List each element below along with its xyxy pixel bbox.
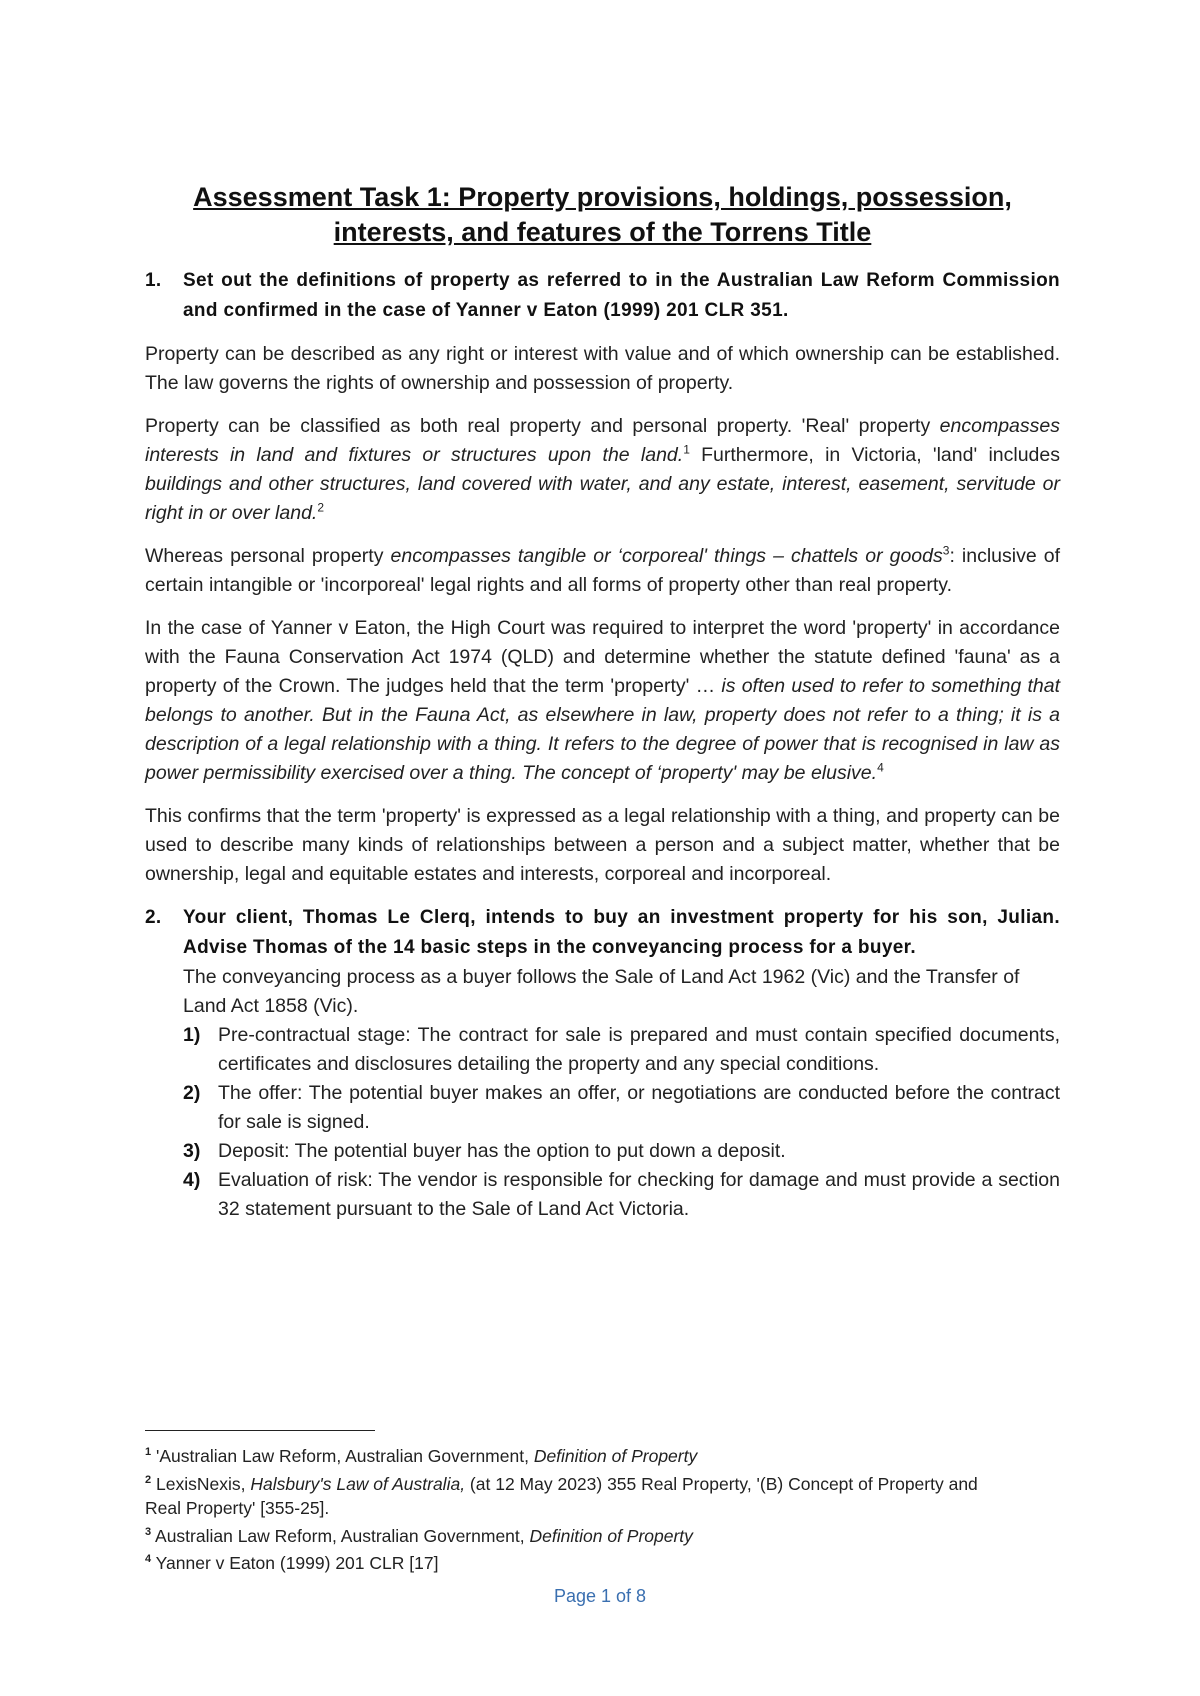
text-run: Furthermore, in Victoria, 'land' includes [689,444,1060,466]
page-number: Page 1 of 8 [553,1586,647,1606]
footnote-separator [145,1430,375,1431]
text-run: Whereas personal property [145,545,391,567]
step-text: Pre-contractual stage: The contract for sale is prepared and must contain specified documents, certificates and disclosures detailing the property and any special conditions. [218,1024,1060,1075]
title-line-2: interests, and features of the Torrens Title [333,217,872,247]
italic-run: encompasses interests in land and fixtures or structures upon the land. [145,415,1060,466]
step-text: Deposit: The potential buyer has the option to put down a deposit. [218,1140,786,1162]
text-run: (at 12 May 2023) 355 Real Property, '(B) Concept of Property and Real Property' [355-25]. [145,1473,978,1518]
footnote-number: 2 [145,1473,152,1486]
italic-run: buildings and other structures, land covered with water, and any estate, interest, easement, servitude or right in or over land. [145,473,1060,524]
page-title [145,180,1060,250]
paragraph-real-property [145,412,1060,528]
footnote-ref-1[interactable]: 1 [683,442,690,457]
footnote-1 [145,1440,1005,1468]
text-run: Australian Law Reform, Australian Government, [151,1525,530,1546]
step-number: 4) [183,1169,201,1191]
text-run: 'Australian Law Reform, Australian Government, [151,1445,534,1466]
question-2-intro: The conveyancing process as a buyer follows the Sale of Land Act 1962 (Vic) and the Transfer of Land Act 1858 (Vic). [183,966,1020,1017]
paragraph-property-definition: Property can be described as any right or interest with value and of which ownership can be established. The law governs the rights of ownership and possession of property. [145,343,1060,394]
question-1-text: Set out the definitions of property as referred to in the Australian Law Reform Commission and confirmed in the case of Yanner v Eaton (1999) 201 CLR 351. [183,270,1060,321]
question-1 [145,266,1060,326]
text-run: Yanner v Eaton (1999) 201 CLR [17] [151,1553,439,1574]
list-item [183,1166,1060,1224]
paragraph-yanner-v-eaton [145,614,1060,788]
footnote-ref-4[interactable]: 4 [877,760,884,775]
text-run: In the case of Yanner v Eaton, the High Court was required to interpret the word 'property' in accordance with the Fauna Conservation Act 1974 (QLD) and determine whether the statute defined 'fauna' as a property of the Crown. The judges held that the term 'property' … [145,617,1060,697]
footnote-ref-2[interactable]: 2 [317,500,325,515]
question-2-text: Your client, Thomas Le Clerq, intends to buy an investment property for his son, Julian. Advise Thomas of the 14 basic steps in the conveyancing process for a buyer. [183,907,1060,958]
footnote-2 [145,1468,1005,1520]
step-number: 3) [183,1140,201,1162]
italic-run: Definition of Property [533,1445,698,1466]
italic-run: Halsbury's Law of Australia, [250,1473,466,1494]
question-2-number: 2. [145,907,162,928]
text-run: LexisNexis, [151,1473,251,1494]
page-content [145,180,1060,1224]
italic-run: is often used to refer to something that belongs to another. But in the Fauna Act, as elsewhere in law, property does not refer to a thing; it is a description of a legal relationship with a thing. It refers to the degree of power that is recognised in law as power permissibility exercised over a thing. The concept of ‘property' may be elusive. [145,675,1060,784]
footnote-number: 1 [145,1446,152,1458]
footnote-3 [145,1520,1005,1548]
step-text: Evaluation of risk: The vendor is responsible for checking for damage and must provide a section 32 statement pursuant to the Sale of Land Act Victoria. [218,1169,1060,1220]
step-number: 1) [183,1024,201,1046]
list-item [183,1137,1060,1166]
step-text: The offer: The potential buyer makes an offer, or negotiations are conducted before the contract for sale is signed. [218,1082,1060,1133]
footnote-number: 4 [145,1553,152,1566]
list-item [183,1079,1060,1137]
footnotes [145,1440,1005,1575]
step-number: 2) [183,1082,201,1104]
paragraph-conclusion: This confirms that the term 'property' is expressed as a legal relationship with a thing, and property can be used to describe many kinds of relationships between a person and a subject matter, whether that be ownership, legal and equitable estates and interests, corporeal and incorporeal. [145,805,1060,885]
italic-run: Definition of Property [529,1525,693,1546]
question-1-number: 1. [145,270,162,291]
list-item [183,1021,1060,1079]
conveyancing-steps-list [183,1021,1060,1224]
footnote-4 [145,1547,1005,1575]
paragraph-personal-property [145,542,1060,600]
footnote-ref-3[interactable]: 3 [942,543,950,558]
footnote-number: 3 [145,1525,152,1538]
italic-run: encompasses tangible or ‘corporeal' things – chattels or goods [390,545,943,567]
text-run: : inclusive of certain intangible or 'incorporeal' legal rights and all forms of property other than real property. [145,545,1060,596]
title-line-1: Assessment Task 1: Property provisions, holdings, possession, [193,182,1012,212]
text-run: Property can be classified as both real property and personal property. 'Real' property [145,415,940,437]
question-2 [145,903,1060,963]
